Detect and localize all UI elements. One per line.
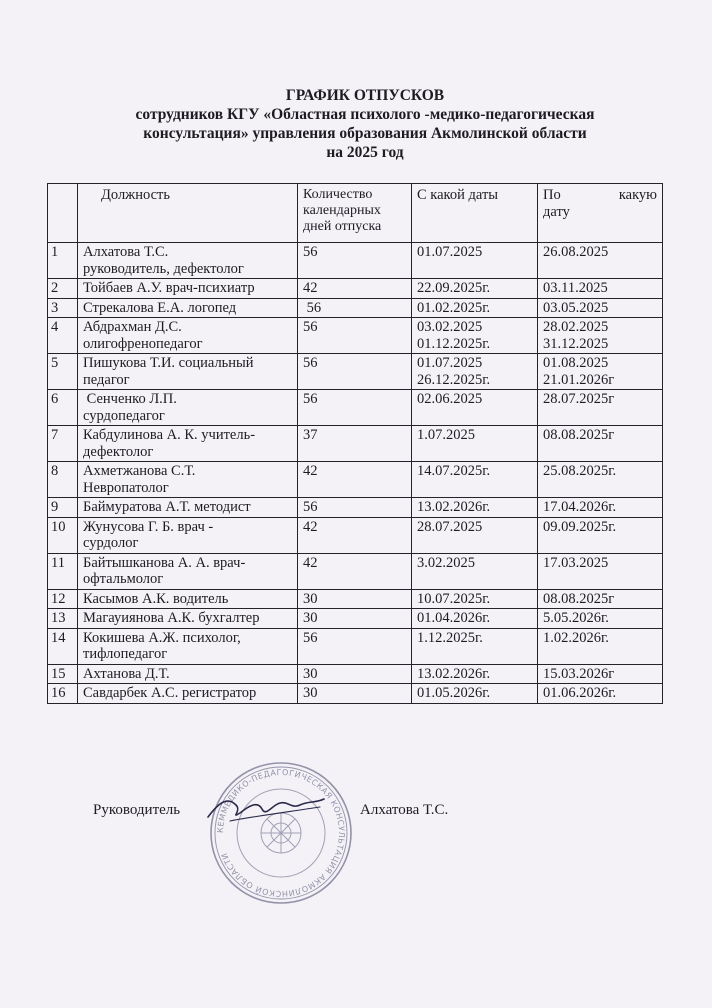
employee-name: Касымов А.К. водитель <box>83 590 229 607</box>
from-cell <box>412 243 538 279</box>
from-cell <box>412 684 538 704</box>
days-cell: 37 <box>298 426 412 462</box>
days-cell: 30 <box>298 589 412 609</box>
to-cell <box>538 243 663 279</box>
from-cell <box>412 298 538 318</box>
header-position-label: Должность <box>101 187 170 203</box>
row-number: 14 <box>48 628 78 664</box>
table-row <box>48 318 663 354</box>
table-row <box>48 684 663 704</box>
to-date: 28.07.2025г <box>543 391 615 407</box>
employee-name: Савдарбек А.С. регистратор <box>83 685 257 701</box>
to-date: 17.04.2026г. <box>543 499 617 515</box>
from-date: 01.02.2025г. <box>417 299 491 316</box>
position-cell <box>78 390 298 426</box>
to-cell <box>538 553 663 589</box>
to-cell <box>538 589 663 609</box>
employee-name: Ахметжанова С.Т. <box>83 463 196 479</box>
header-to-word-2: какую <box>618 187 657 203</box>
employee-name: Байтышканова А. А. врач- <box>83 554 246 571</box>
footer-label: Руководитель <box>93 802 181 818</box>
official-stamp <box>206 758 356 908</box>
from-cell <box>412 279 538 299</box>
from-date: 01.04.2026г. <box>417 610 491 626</box>
title-line-1: ГРАФИК ОТПУСКОВ <box>285 87 445 104</box>
from-cell <box>412 517 538 553</box>
from-cell <box>412 498 538 518</box>
employee-name: Кокишева А.Ж. психолог, <box>83 629 241 646</box>
position-cell <box>78 684 298 704</box>
from-date: 03.02.2025 <box>417 319 483 335</box>
to-date: 5.05.2026г. <box>543 610 609 626</box>
employee-name: Пишукова Т.И. социальный <box>83 355 254 371</box>
days-cell: 42 <box>298 553 412 589</box>
table-body <box>48 243 663 704</box>
employee-name: Магауиянова А.К. бухгалтер <box>83 610 260 626</box>
from-cell <box>412 609 538 629</box>
position-cell <box>78 298 298 318</box>
employee-name: Тойбаев А.У. врач-психиатр <box>83 280 255 296</box>
row-number: 3 <box>48 298 78 318</box>
from-date: 14.07.2025г. <box>417 463 491 479</box>
to-cell <box>538 318 663 354</box>
table-row <box>48 517 663 553</box>
employee-role: дефектолог <box>83 443 154 460</box>
employee-role: сурдолог <box>83 535 139 551</box>
from-cell <box>412 354 538 390</box>
to-date: 25.08.2025г. <box>543 463 617 479</box>
to-date: 15.03.2026г <box>543 665 615 682</box>
from-date: 3.02.2025 <box>417 554 475 571</box>
to-cell <box>538 390 663 426</box>
header-from-label: С какой даты <box>417 187 499 203</box>
days-cell: 42 <box>298 279 412 299</box>
employee-role: руководитель, дефектолог <box>83 260 244 277</box>
header-days-line-2: календарных <box>303 203 381 218</box>
to-date-2: 21.01.2026г <box>543 371 615 388</box>
to-cell <box>538 279 663 299</box>
table-row <box>48 498 663 518</box>
row-number: 9 <box>48 498 78 518</box>
to-date: 26.08.2025 <box>543 244 609 260</box>
table-row <box>48 390 663 426</box>
days-cell: 42 <box>298 462 412 498</box>
to-date: 01.06.2026г. <box>543 685 617 701</box>
to-cell <box>538 298 663 318</box>
days-cell: 30 <box>298 609 412 629</box>
to-cell <box>538 517 663 553</box>
row-number: 10 <box>48 517 78 553</box>
days-cell: 42 <box>298 517 412 553</box>
employee-name: Баймуратова А.Т. методист <box>83 499 251 515</box>
to-date: 08.08.2025г <box>543 590 615 607</box>
table-row <box>48 664 663 684</box>
days-cell: 56 <box>298 318 412 354</box>
from-cell <box>412 390 538 426</box>
row-number: 4 <box>48 318 78 354</box>
position-cell <box>78 498 298 518</box>
row-number: 7 <box>48 426 78 462</box>
header-days <box>298 184 412 243</box>
days-cell: 56 <box>298 498 412 518</box>
employee-role: олигофренопедагог <box>83 335 203 352</box>
row-number: 8 <box>48 462 78 498</box>
title-line-3: консультация» управления образования Акмолинской области <box>143 125 587 142</box>
days-cell: 56 <box>298 243 412 279</box>
header-days-line-3: дней отпуска <box>303 219 382 234</box>
employee-role: офтальмолог <box>83 571 164 587</box>
from-cell <box>412 628 538 664</box>
from-date: 01.07.2025 <box>417 244 483 260</box>
employee-role: педагог <box>83 371 130 388</box>
to-date: 01.08.2025 <box>543 355 609 371</box>
row-number: 2 <box>48 279 78 299</box>
from-date-2: 01.12.2025г. <box>417 335 491 352</box>
days-cell: 56 <box>298 354 412 390</box>
position-cell <box>78 354 298 390</box>
row-number: 1 <box>48 243 78 279</box>
to-cell <box>538 498 663 518</box>
to-date: 08.08.2025г <box>543 427 615 443</box>
to-cell <box>538 609 663 629</box>
header-to-word-3: дату <box>543 203 570 220</box>
from-cell <box>412 462 538 498</box>
row-number: 12 <box>48 589 78 609</box>
position-cell <box>78 243 298 279</box>
to-date: 28.02.2025 <box>543 319 609 335</box>
employee-role: тифлопедагог <box>83 646 168 662</box>
days-cell: 56 <box>298 628 412 664</box>
to-cell <box>538 664 663 684</box>
days-cell: 56 <box>298 390 412 426</box>
row-number: 16 <box>48 684 78 704</box>
row-number: 11 <box>48 553 78 589</box>
to-date: 03.05.2025 <box>543 299 609 316</box>
employee-name: Кабдулинова А. К. учитель- <box>83 427 256 443</box>
title-line-4: на 2025 год <box>326 144 404 161</box>
to-cell <box>538 426 663 462</box>
table-row <box>48 243 663 279</box>
position-cell <box>78 462 298 498</box>
table-row <box>48 426 663 462</box>
document-header <box>60 86 670 162</box>
from-date: 02.06.2025 <box>417 391 483 407</box>
employee-name: Ахтанова Д.Т. <box>83 665 170 682</box>
from-date: 22.09.2025г. <box>417 280 491 296</box>
to-date: 1.02.2026г. <box>543 629 609 646</box>
row-number: 15 <box>48 664 78 684</box>
to-cell <box>538 462 663 498</box>
from-date: 1.07.2025 <box>417 427 475 443</box>
position-cell <box>78 517 298 553</box>
header-days-line-1: Количество <box>303 187 373 202</box>
position-cell <box>78 589 298 609</box>
to-cell <box>538 354 663 390</box>
position-cell <box>78 664 298 684</box>
days-cell: 30 <box>298 684 412 704</box>
position-cell <box>78 279 298 299</box>
employee-name: Жунусова Г. Б. врач - <box>83 518 214 535</box>
header-number <box>48 184 78 243</box>
table-row <box>48 609 663 629</box>
to-date: 03.11.2025 <box>543 280 608 296</box>
from-date: 10.07.2025г. <box>417 590 491 607</box>
from-date: 01.07.2025 <box>417 355 483 371</box>
to-cell <box>538 628 663 664</box>
table-row <box>48 354 663 390</box>
table-row <box>48 298 663 318</box>
days-cell: 56 <box>298 298 412 318</box>
from-cell <box>412 589 538 609</box>
from-cell <box>412 426 538 462</box>
to-date: 17.03.2025 <box>543 554 609 571</box>
from-date-2: 26.12.2025г. <box>417 371 491 388</box>
to-date: 09.09.2025г. <box>543 518 617 535</box>
table-row <box>48 628 663 664</box>
employee-name: Алхатова Т.С. <box>83 244 169 260</box>
from-date: 1.12.2025г. <box>417 629 483 646</box>
from-cell <box>412 664 538 684</box>
employee-name: Стрекалова Е.А. логопед <box>83 299 237 316</box>
from-date: 28.07.2025 <box>417 518 483 535</box>
to-date-2: 31.12.2025 <box>543 335 609 352</box>
table-row <box>48 553 663 589</box>
position-cell <box>78 553 298 589</box>
row-number: 5 <box>48 354 78 390</box>
signature <box>200 783 330 833</box>
footer-signer-name: Алхатова Т.С. <box>360 802 449 818</box>
header-to <box>538 184 663 243</box>
position-cell <box>78 318 298 354</box>
to-cell <box>538 684 663 704</box>
days-cell: 30 <box>298 664 412 684</box>
header-position <box>78 184 298 243</box>
table-row <box>48 589 663 609</box>
row-number: 13 <box>48 609 78 629</box>
from-date: 01.05.2026г. <box>417 685 491 701</box>
title-line-2: сотрудников КГУ «Областная психолого -медико-педагогическая <box>135 106 595 123</box>
table-row <box>48 462 663 498</box>
header-to-word-1: По <box>543 187 561 203</box>
header-from <box>412 184 538 243</box>
from-date: 13.02.2026г. <box>417 499 491 515</box>
vacation-table <box>47 183 663 704</box>
from-cell <box>412 553 538 589</box>
employee-role: сурдопедагог <box>83 407 165 424</box>
position-cell <box>78 609 298 629</box>
vacation-table-wrapper <box>47 183 663 704</box>
position-cell <box>78 628 298 664</box>
from-cell <box>412 318 538 354</box>
table-row <box>48 279 663 299</box>
table-header-row <box>48 184 663 243</box>
employee-role: Невропатолог <box>83 479 169 496</box>
position-cell <box>78 426 298 462</box>
employee-name: Сенченко Л.П. <box>83 391 177 407</box>
from-date: 13.02.2026г. <box>417 665 491 682</box>
row-number: 6 <box>48 390 78 426</box>
employee-name: Абдрахман Д.С. <box>83 319 182 335</box>
stamp-text: КЕММЕДИКО-ПЕДАГОГИЧЕСКАЯ КОНСУЛЬТАЦИЯ АКМОЛИНСКОЙ ОБЛАСТИ <box>215 767 347 899</box>
